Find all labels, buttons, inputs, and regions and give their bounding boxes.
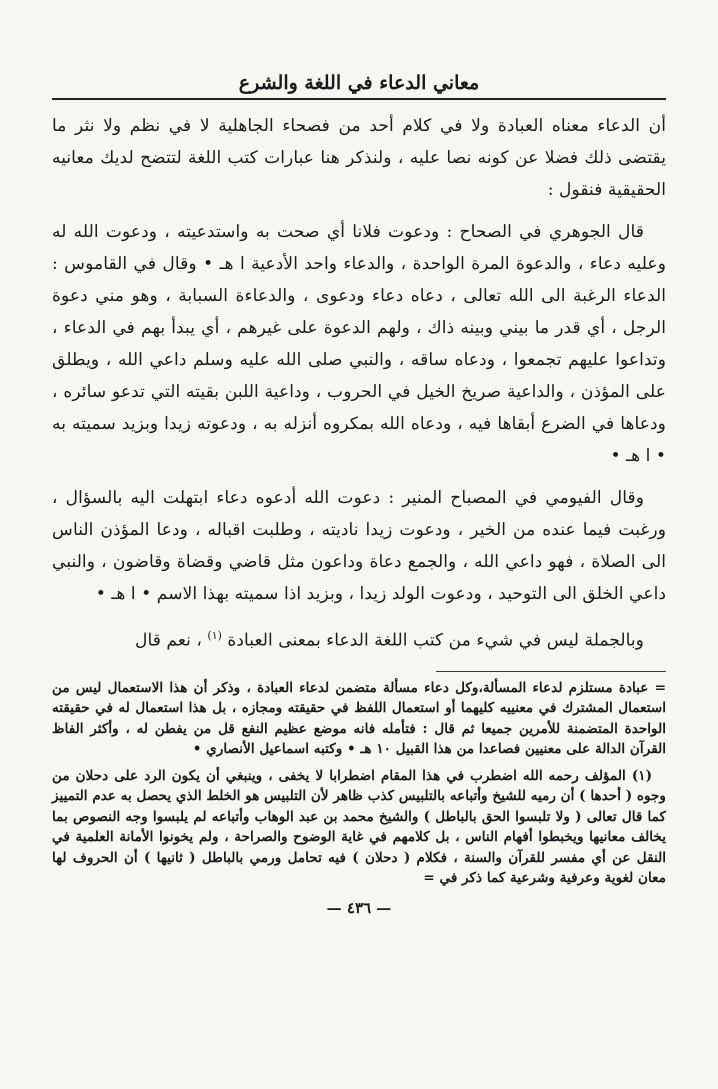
paragraph-text: وبالجملة ليس في شيء من كتب اللغة الدعاء بمعنى العبادة [227, 630, 644, 651]
paragraph: وقال الفيومي في المصباح المنير : دعوت الله أدعوه دعاء ابتهلت اليه بالسؤال ، ورغبت فيما عنده من الخير ، ودعوت زيدا ناديته ، وطلبت اقباله ، ودعا المؤذن الناس الى الصلاة ، فهو داعي الله ، والجمع دعاة وداعون مثل قاضي وقضاة وقاضون ، والنبي داعي الخلق الى التوحيد ، ودعوت الولد زيدا ، وبزيد اذا سميته بهذا الاسم • ا هـ • [52, 488, 666, 604]
book-page [52, 70, 666, 1070]
paragraph-text-end: ، نعم قال [134, 630, 202, 651]
main-text [52, 110, 666, 657]
paragraph: أن الدعاء معناه العبادة ولا في كلام أحد من فصحاء الجاهلية لا في نظم ولا نثر ما يقتضى ذلك فضلا عن كونه نصا عليه ، ولنذكر هنا عبارات كتب اللغة لتتضح لديك معانيه الحقيقية فنقول : [52, 116, 666, 200]
paragraph [52, 620, 666, 657]
footnote-separator [436, 671, 666, 672]
page-title: معاني الدعاء في اللغة والشرع [238, 72, 480, 94]
footnote-ref: (١) [207, 629, 222, 642]
footnote-continuation: = عبادة مستلزم لدعاء المسألة،وكل دعاء مسألة متضمن لدعاء العبادة ، وذكر أن هذا الاستعمال ليس من استعمال المشترك في معنييه كليهما أو استعمال اللفظ في حقيقته ومجازه ، بل هذا استعمال له في حقيقته الواحدة المتضمنة للأمرين جميعا ثم قال : فتأمله فانه موضع عظيم النفع قل من يفطن له ، وأكثر الفاظ القرآن الدالة على معنيين فصاعدا من هذا القبيل ١٠ هـ • وكتبه اسماعيل الأنصاري • [52, 679, 666, 758]
footnotes [52, 678, 666, 889]
footnote-1: (١) المؤلف رحمه الله اضطرب في هذا المقام اضطرابا لا يخفى ، وينبغي أن يكون الرد على دحلان من وجوه ( أحدها ) أن رميه للشيخ وأتباعه بالتلبيس كذب ظاهر لأن التلبيس هو الخلط الذي يحصل به عدم التمييز كما قال تعالى ( ولا تلبسوا الحق بالباطل ) والشيخ محمد بن عبد الوهاب وأتباعه لم يلبسوا وجه النصوص بما يخالف معانيها ويخبطوا أفهام الناس ، بل كلامهم في غاية الوضوح والصراحة ، ولم يخونوا الأمانة العلمية في النقل عن أي مفسر للقرآن والسنة ، فكلام ( دحلان ) فيه تحامل ورمي بالباطل ( ثانيها ) أن الحروف لها معان لغوية وعرفية وشرعية كما ذكر في = [52, 767, 666, 887]
paragraph: قال الجوهري في الصحاح : ودعوت فلانا أي صحت به واستدعيته ، ودعوت الله له وعليه دعاء ، والدعوة المرة الواحدة ، والدعاء واحد الأدعية ا هـ • وقال في القاموس : الدعاء الرغبة الى الله تعالى ، دعاه دعاء ودعوى ، والدعاءة السبابة ، وهو مني دعوة الرجل ، أي قدر ما بيني وبينه ذاك ، ولهم الدعوة على غيرهم ، أي يبدأ بهم في الدعاء ، وتداعوا عليهم تجمعوا ، ودعاه ساقه ، والنبي صلى الله عليه وسلم داعي الله ، ويطلق على المؤذن ، والداعية صريخ الخيل في الحروب ، وداعية اللبن بقيته التي تدعو سائره ، ودعاها في الضرع أبقاها فيه ، ودعاه الله بمكروه أنزله به ، ودعوته زيدا وبزيد سميته به • ا هـ • [52, 222, 666, 466]
header-rule [52, 98, 666, 100]
page-number: — ٤٣٦ — [326, 898, 392, 917]
